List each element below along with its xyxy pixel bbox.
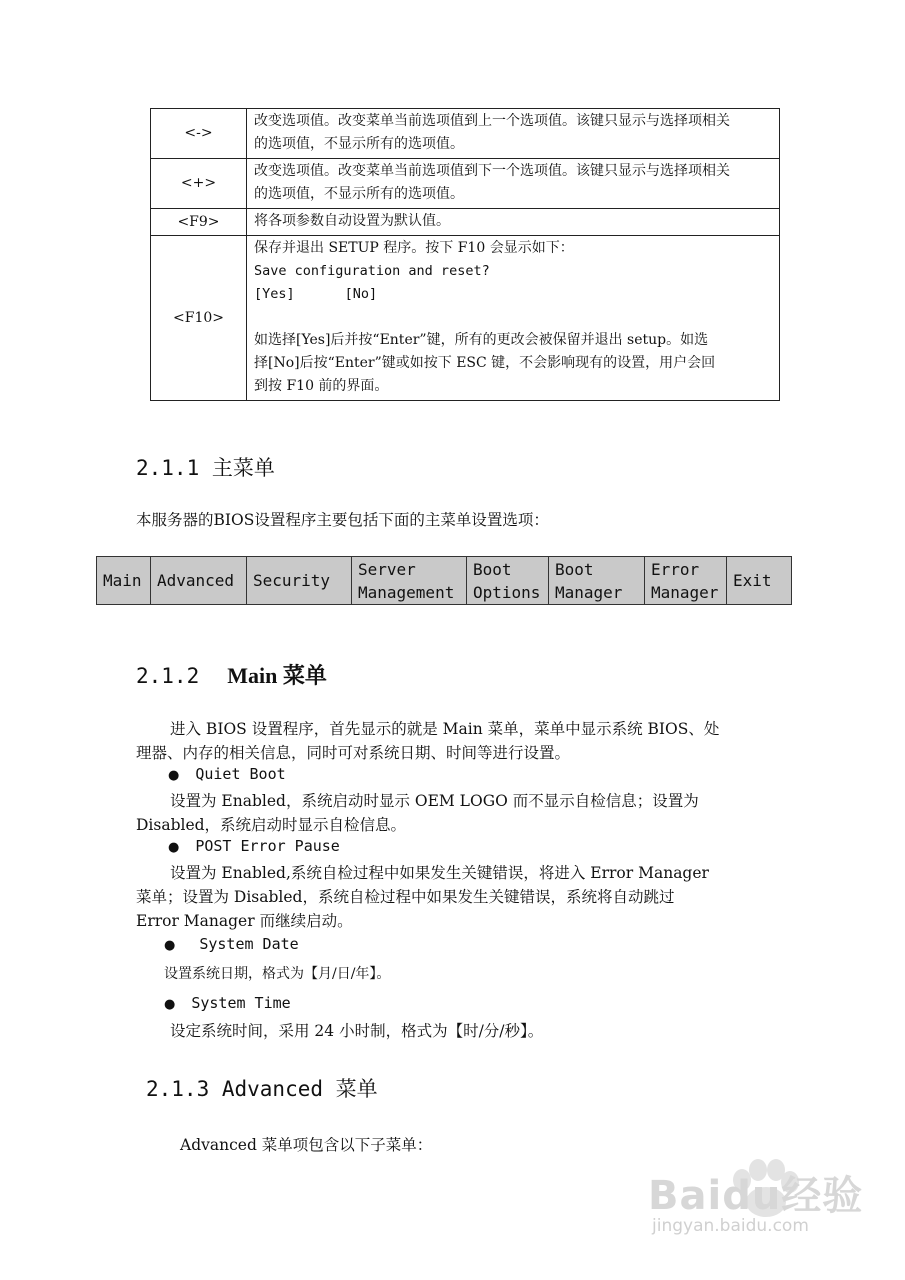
heading-text: Main 菜单 [227, 663, 327, 688]
table-row [151, 236, 780, 401]
description-line: 如选择[Yes]后并按“Enter”键，所有的更改会被保留并退出 setup。如选 [254, 332, 709, 348]
description-line: 择[No]后按“Enter”键或如按下 ESC 键，不会影响现有的设置，用户会回 [254, 355, 716, 371]
description-line: 保存并退出 SETUP 程序。按下 F10 会显示如下： [254, 240, 574, 256]
menu-cell-server-management: Server Management [352, 557, 467, 605]
description-line: 的选项值，不显示所有的选项值。 [254, 186, 464, 202]
bullet-item-system-time [164, 994, 291, 1012]
yes-option: [Yes] [254, 286, 295, 302]
menu-cell-exit: Exit [727, 557, 792, 605]
heading-number: 2.1.2 [136, 664, 200, 688]
table-row [151, 109, 780, 159]
bullet-item-system-date [164, 935, 299, 953]
section-intro: 本服务器的BIOS设置程序主要包括下面的主菜单设置选项： [136, 511, 549, 529]
paragraph-line: 设定系统时间，采用 24 小时制，格式为【时/分/秒】。 [170, 1022, 544, 1040]
table-row [151, 159, 780, 209]
section-heading-2-1-2 [136, 659, 327, 690]
paragraph-line: Error Manager 而继续启动。 [136, 912, 353, 930]
description-cell [247, 236, 780, 401]
save-prompt-text: Save configuration and reset? [254, 263, 490, 279]
section-intro: Advanced 菜单项包含以下子菜单： [180, 1136, 433, 1154]
bullet-icon: ● [164, 997, 176, 1012]
menu-row [97, 557, 792, 605]
description-cell [247, 109, 780, 159]
bullet-icon: ● [168, 768, 180, 783]
menu-cell-error-manager: Error Manager [645, 557, 727, 605]
menu-cell-main: Main [97, 557, 151, 605]
key-cell: <-> [151, 109, 247, 159]
bullet-title: System Time [191, 994, 291, 1012]
table-row [151, 209, 780, 236]
paragraph-line: 菜单；设置为 Disabled，系统自检过程中如果发生关键错误，系统将自动跳过 [136, 888, 675, 906]
description-line: 改变选项值。改变菜单当前选项值到下一个选项值。该键只显示与选择项相关 [254, 163, 730, 179]
key-cell: <F10> [151, 236, 247, 401]
bullet-item-post-error-pause [168, 837, 340, 855]
paragraph-line: 设置为 Enabled,系统自检过程中如果发生关键错误，将进入 Error Manager [170, 864, 709, 882]
key-cell: <F9> [151, 209, 247, 236]
key-function-table [150, 108, 780, 401]
menu-cell-advanced: Advanced [151, 557, 247, 605]
watermark-brand: Baidu经验 [648, 1173, 864, 1219]
no-option: [No] [344, 286, 378, 302]
section-heading-2-1-3: 2.1.3 Advanced 菜单 [146, 1077, 378, 1101]
paragraph-line: 设置为 Enabled，系统启动时显示 OEM LOGO 而不显示自检信息；设置为 [170, 792, 699, 810]
paragraph-line: 设置系统日期，格式为【月/日/年】。 [164, 966, 391, 982]
paragraph-line: 理器、内存的相关信息，同时可对系统日期、时间等进行设置。 [136, 744, 571, 762]
description-cell [247, 209, 780, 236]
bullet-title: System Date [199, 935, 299, 953]
main-menu-table [96, 556, 792, 605]
bullet-item-quiet-boot [168, 765, 286, 783]
bullet-icon: ● [168, 840, 180, 855]
description-cell [247, 159, 780, 209]
bullet-title: Quiet Boot [195, 765, 286, 783]
key-cell: <+> [151, 159, 247, 209]
description-line: 将各项参数自动设置为默认值。 [254, 213, 450, 229]
watermark-url: jingyan.baidu.com [652, 1216, 809, 1236]
bullet-title: POST Error Pause [195, 837, 340, 855]
yes-no-options [254, 283, 773, 306]
description-line: 的选项值，不显示所有的选项值。 [254, 136, 464, 152]
description-line: 改变选项值。改变菜单当前选项值到上一个选项值。该键只显示与选择项相关 [254, 113, 730, 129]
description-line: 到按 F10 前的界面。 [254, 378, 389, 394]
menu-cell-boot-manager: Boot Manager [549, 557, 645, 605]
paragraph-line: 进入 BIOS 设置程序，首先显示的就是 Main 菜单，菜单中显示系统 BIOS、处 [170, 720, 720, 738]
section-heading-2-1-1: 2.1.1 主菜单 [136, 456, 275, 480]
paragraph-line: Disabled，系统启动时显示自检信息。 [136, 816, 407, 834]
menu-cell-security: Security [247, 557, 352, 605]
menu-cell-boot-options: Boot Options [467, 557, 549, 605]
bullet-icon: ● [164, 938, 176, 953]
